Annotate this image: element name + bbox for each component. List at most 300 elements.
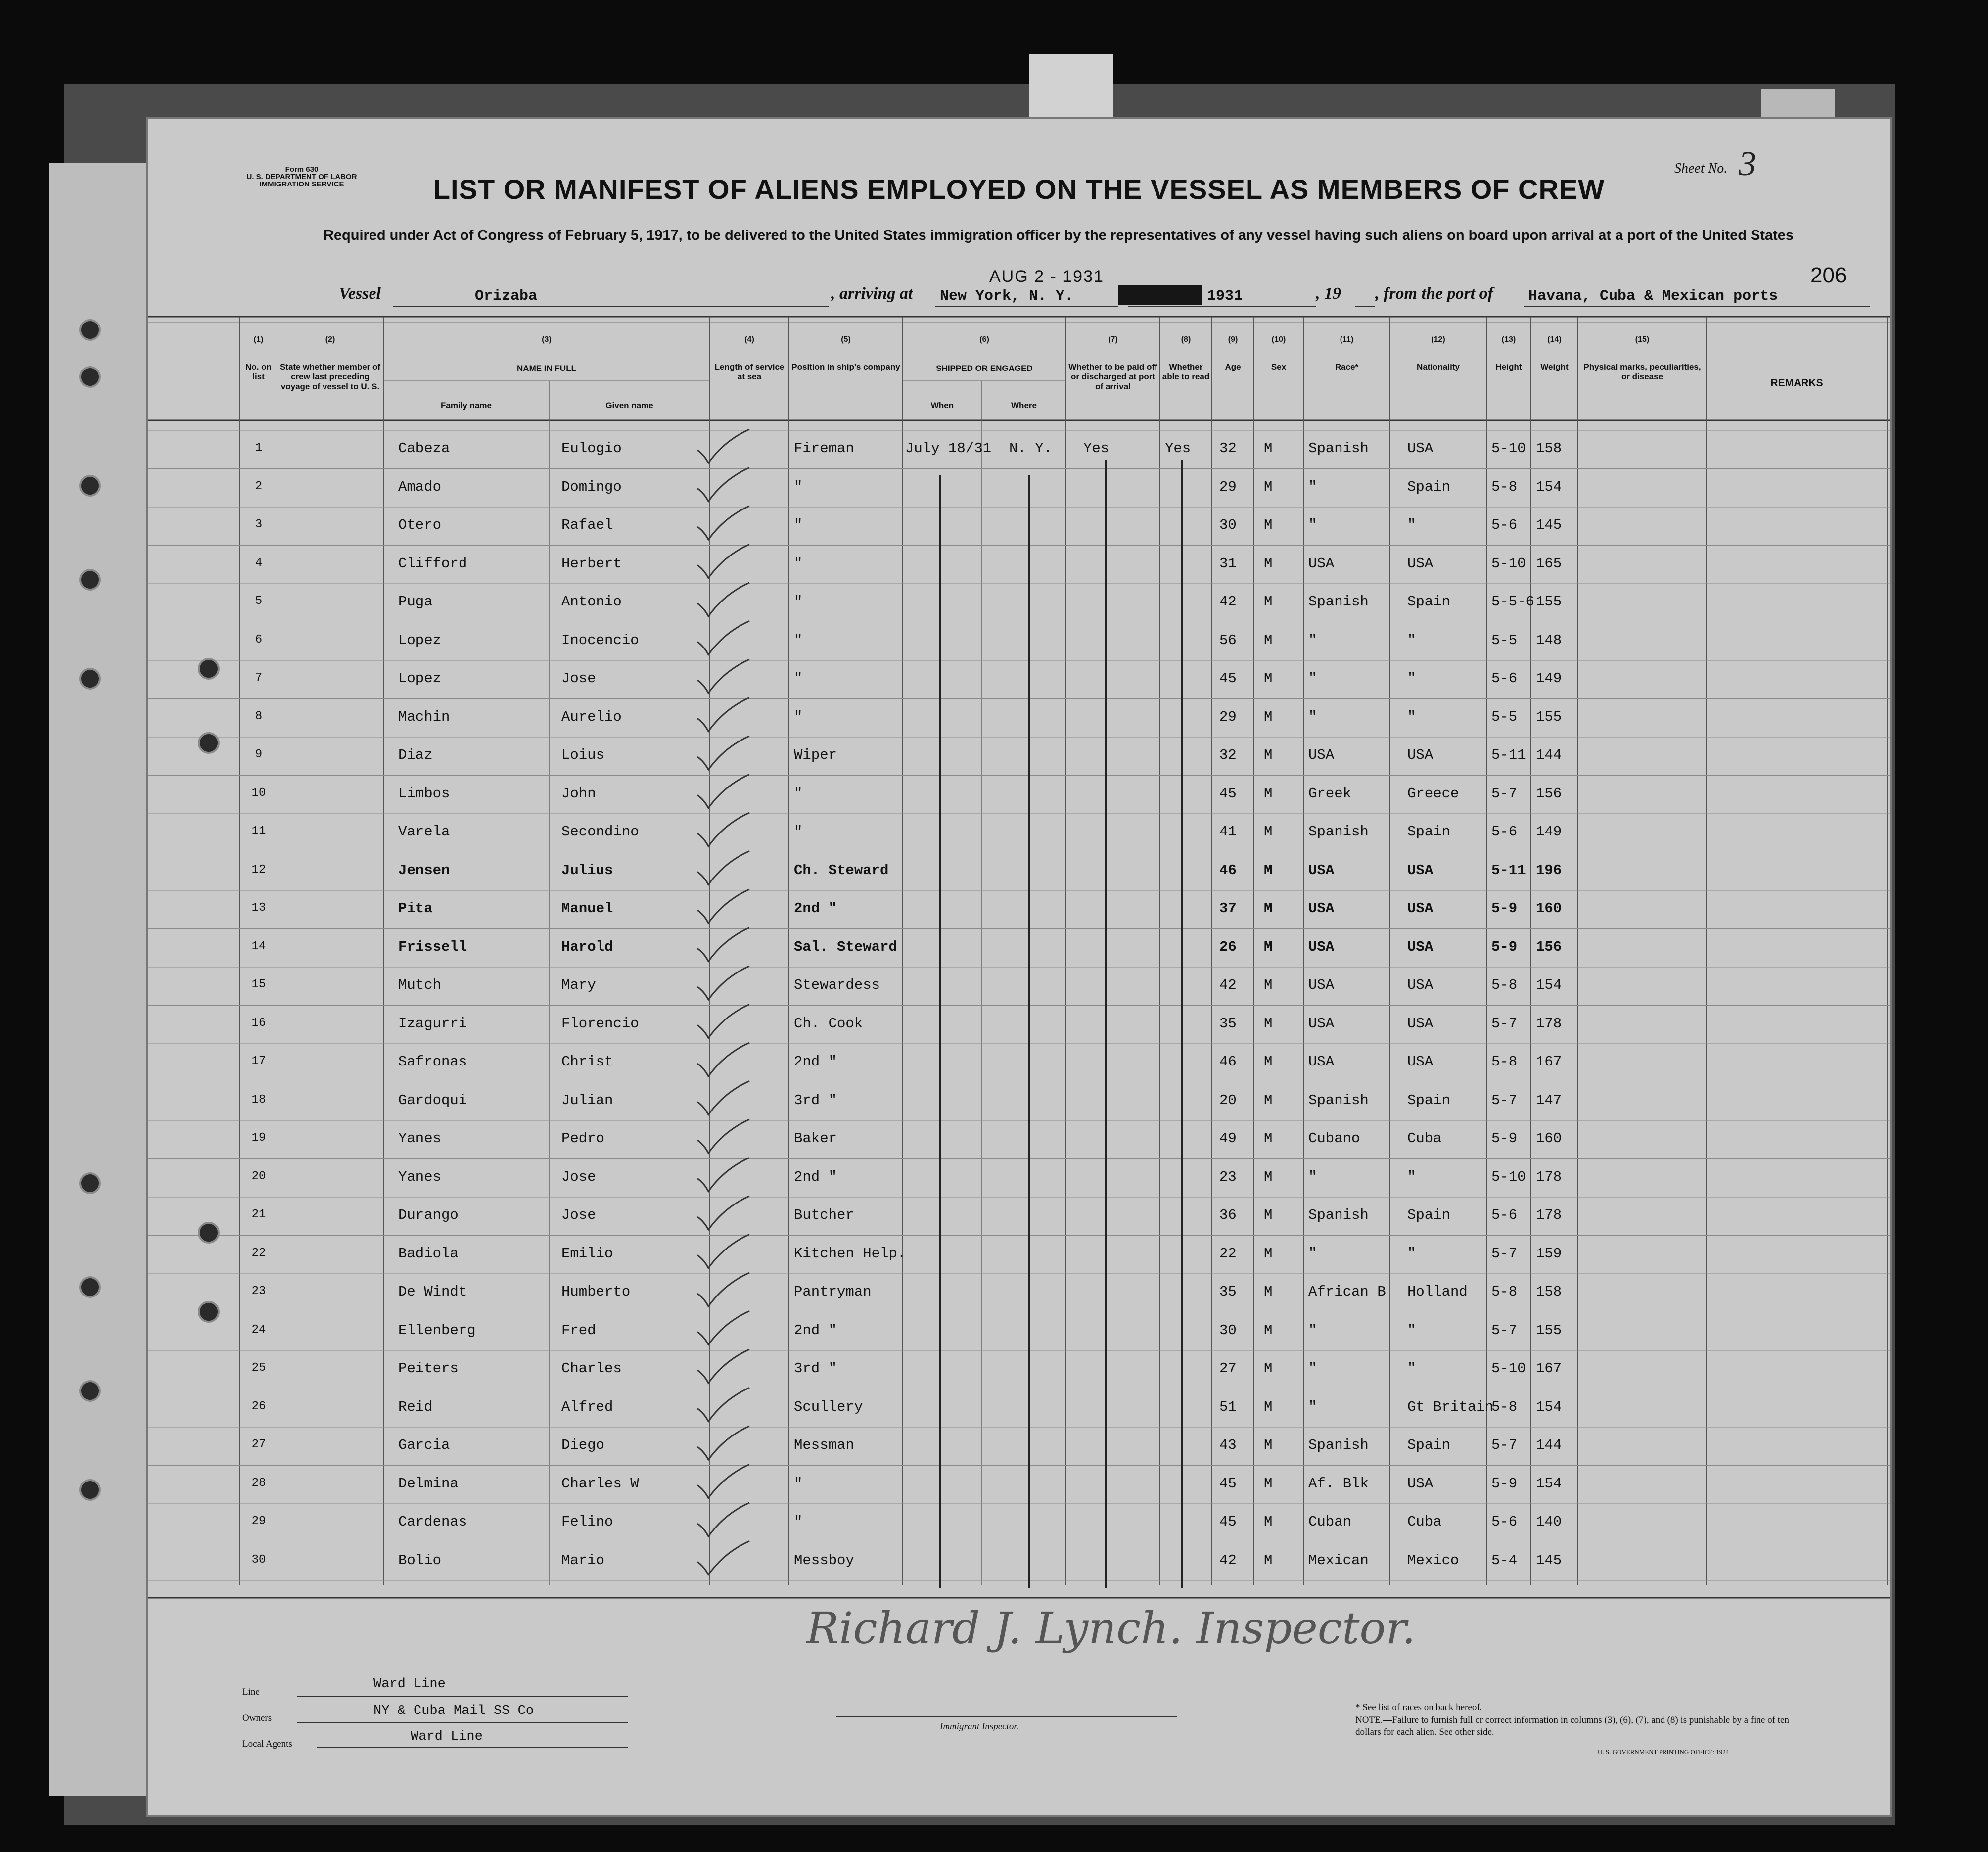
row-number-cell: 19 bbox=[251, 1131, 266, 1145]
weight-cell: 160 bbox=[1536, 900, 1562, 917]
nationality-cell: USA bbox=[1407, 1475, 1433, 1492]
row-number-cell: 22 bbox=[251, 1246, 266, 1260]
binder-hole bbox=[198, 732, 220, 754]
position-cell: " bbox=[794, 1475, 803, 1492]
given-name-cell: Secondino bbox=[561, 824, 639, 840]
height-cell: 5-7 bbox=[1491, 1092, 1518, 1109]
race-cell: Spanish bbox=[1308, 1207, 1369, 1223]
binder-hole bbox=[198, 658, 220, 680]
family-name-cell: Reid bbox=[398, 1398, 433, 1415]
sex-cell: M bbox=[1264, 670, 1273, 687]
age-cell: 35 bbox=[1219, 1284, 1237, 1300]
given-name-cell: Rafael bbox=[561, 517, 613, 533]
check-mark bbox=[697, 1196, 749, 1230]
sex-cell: M bbox=[1264, 517, 1273, 533]
race-cell: USA bbox=[1308, 900, 1335, 917]
weight-cell: 167 bbox=[1536, 1054, 1562, 1070]
age-cell: 45 bbox=[1219, 670, 1237, 687]
given-name-cell: Felino bbox=[561, 1514, 613, 1530]
row-number-cell: 21 bbox=[251, 1208, 266, 1221]
position-cell: 2nd " bbox=[794, 1168, 837, 1185]
family-name-cell: Safronas bbox=[398, 1054, 467, 1070]
check-mark bbox=[697, 659, 749, 693]
given-name-cell: Florencio bbox=[561, 1015, 639, 1032]
nationality-cell: Spain bbox=[1407, 594, 1451, 610]
column-number: (13) bbox=[1501, 335, 1516, 344]
column-number: (1) bbox=[253, 335, 264, 344]
age-cell: 30 bbox=[1219, 1322, 1237, 1339]
family-name-cell: Amado bbox=[398, 478, 442, 495]
row-number-cell: 1 bbox=[255, 441, 263, 455]
given-name-cell: Eulogio bbox=[561, 440, 622, 457]
nationality-cell: USA bbox=[1407, 900, 1433, 917]
column-number: (2) bbox=[325, 335, 335, 344]
weight-cell: 154 bbox=[1536, 1475, 1562, 1492]
weight-cell: 196 bbox=[1536, 862, 1562, 879]
age-cell: 29 bbox=[1219, 478, 1237, 495]
row-number-cell: 27 bbox=[251, 1438, 266, 1451]
race-cell: Spanish bbox=[1308, 1092, 1369, 1109]
sex-cell: M bbox=[1264, 1360, 1273, 1377]
position-cell: Ch. Cook bbox=[794, 1015, 863, 1032]
column-number: (10) bbox=[1271, 335, 1286, 344]
column-number: (12) bbox=[1431, 335, 1445, 344]
age-cell: 42 bbox=[1219, 1552, 1237, 1569]
check-mark bbox=[697, 429, 749, 463]
sheet-number: 3 bbox=[1739, 145, 1756, 183]
sex-cell: M bbox=[1264, 632, 1273, 648]
column-header: Position in ship's company bbox=[791, 362, 900, 371]
race-cell: Spanish bbox=[1308, 594, 1369, 610]
check-mark bbox=[697, 1235, 749, 1268]
row-number-cell: 7 bbox=[255, 671, 263, 685]
sheet-number-label: Sheet No. bbox=[1674, 161, 1728, 176]
check-mark bbox=[697, 1388, 749, 1422]
sex-cell: M bbox=[1264, 1054, 1273, 1070]
height-cell: 5-8 bbox=[1491, 977, 1518, 993]
column-header: Length of service at sea bbox=[714, 362, 785, 381]
age-cell: 42 bbox=[1219, 594, 1237, 610]
vessel-name: Orizaba bbox=[475, 288, 538, 305]
departure-port: Havana, Cuba & Mexican ports bbox=[1528, 288, 1778, 305]
check-mark bbox=[697, 1503, 749, 1536]
sex-cell: M bbox=[1264, 1130, 1273, 1147]
sex-cell: M bbox=[1264, 900, 1273, 917]
weight-cell: 154 bbox=[1536, 977, 1562, 993]
from-port-label: , from the port of bbox=[1375, 284, 1493, 303]
check-mark bbox=[697, 698, 749, 732]
given-name-cell: Julian bbox=[561, 1092, 613, 1109]
position-cell: Messboy bbox=[794, 1552, 854, 1569]
subcolumn-header: When bbox=[930, 401, 954, 410]
sex-cell: M bbox=[1264, 1015, 1273, 1032]
check-mark bbox=[697, 966, 749, 1000]
age-cell: 35 bbox=[1219, 1015, 1237, 1032]
race-cell: " bbox=[1308, 632, 1317, 648]
weight-cell: 154 bbox=[1536, 1398, 1562, 1415]
sex-cell: M bbox=[1264, 1437, 1273, 1453]
weight-cell: 145 bbox=[1536, 517, 1562, 533]
nationality-cell: Spain bbox=[1407, 1092, 1451, 1109]
background-sheet-top bbox=[1029, 54, 1113, 124]
sex-cell: M bbox=[1264, 1092, 1273, 1109]
column-header: Race* bbox=[1335, 362, 1359, 371]
family-name-cell: Durango bbox=[398, 1207, 459, 1223]
given-name-cell: Jose bbox=[561, 1168, 596, 1185]
nationality-cell: USA bbox=[1407, 555, 1433, 572]
given-name-cell: Jose bbox=[561, 670, 596, 687]
binder-hole bbox=[79, 366, 101, 388]
race-cell: " bbox=[1308, 1398, 1317, 1415]
weight-cell: 154 bbox=[1536, 478, 1562, 495]
column-header: Height bbox=[1495, 362, 1522, 371]
arriving-port: New York, N. Y. bbox=[940, 288, 1074, 305]
family-name-cell: Machin bbox=[398, 708, 450, 725]
nationality-cell: Spain bbox=[1407, 478, 1451, 495]
ditto-stroke bbox=[939, 475, 940, 1588]
age-cell: 22 bbox=[1219, 1245, 1237, 1262]
race-cell: " bbox=[1308, 1168, 1317, 1185]
check-mark bbox=[697, 545, 749, 578]
nationality-cell: " bbox=[1407, 517, 1416, 533]
given-name-cell: Fred bbox=[561, 1322, 596, 1339]
binder-hole bbox=[79, 1380, 101, 1402]
family-name-cell: Yanes bbox=[398, 1168, 442, 1185]
check-mark bbox=[697, 1043, 749, 1076]
weight-cell: 160 bbox=[1536, 1130, 1562, 1147]
check-mark bbox=[697, 1119, 749, 1153]
manifest-sheet bbox=[148, 119, 1890, 1815]
sex-cell: M bbox=[1264, 785, 1273, 802]
penalty-note: NOTE.—Failure to furnish full or correct information in columns (3), (6), (7), and (8) is punishable by a fine of ten dollars for each alien. See other side. bbox=[1355, 1715, 1789, 1737]
check-mark bbox=[697, 1311, 749, 1345]
weight-cell: 155 bbox=[1536, 594, 1562, 610]
row-number-cell: 8 bbox=[255, 709, 263, 723]
sex-cell: M bbox=[1264, 1168, 1273, 1185]
sex-cell: M bbox=[1264, 478, 1273, 495]
height-cell: 5-8 bbox=[1491, 1284, 1518, 1300]
line-label: Line bbox=[242, 1687, 260, 1697]
check-mark bbox=[697, 506, 749, 540]
given-name-cell: Mary bbox=[561, 977, 596, 993]
position-cell: " bbox=[794, 594, 803, 610]
position-cell: Butcher bbox=[794, 1207, 854, 1223]
nationality-cell: USA bbox=[1407, 1054, 1433, 1070]
ditto-stroke bbox=[1105, 460, 1106, 1588]
height-cell: 5-10 bbox=[1491, 440, 1526, 457]
position-cell: " bbox=[794, 1514, 803, 1530]
nationality-cell: Greece bbox=[1407, 785, 1459, 802]
row-number-cell: 10 bbox=[251, 786, 266, 800]
family-name-cell: Diaz bbox=[398, 747, 433, 763]
line-value: Ward Line bbox=[373, 1677, 446, 1692]
nationality-cell: " bbox=[1407, 1245, 1416, 1262]
height-cell: 5-7 bbox=[1491, 1245, 1518, 1262]
weight-cell: 178 bbox=[1536, 1015, 1562, 1032]
check-mark bbox=[697, 736, 749, 770]
height-cell: 5-8 bbox=[1491, 478, 1518, 495]
family-name-cell: Jensen bbox=[398, 862, 450, 879]
nationality-cell: " bbox=[1407, 1322, 1416, 1339]
nationality-cell: USA bbox=[1407, 977, 1433, 993]
row-number-cell: 26 bbox=[251, 1399, 266, 1413]
height-cell: 5-9 bbox=[1491, 938, 1518, 955]
age-cell: 51 bbox=[1219, 1398, 1237, 1415]
family-name-cell: Lopez bbox=[398, 632, 442, 648]
sex-cell: M bbox=[1264, 594, 1273, 610]
race-cell: Spanish bbox=[1308, 1437, 1369, 1453]
position-cell: " bbox=[794, 670, 803, 687]
height-cell: 5-10 bbox=[1491, 555, 1526, 572]
sex-cell: M bbox=[1264, 747, 1273, 763]
given-name-cell: Emilio bbox=[561, 1245, 613, 1262]
given-name-cell: Pedro bbox=[561, 1130, 605, 1147]
age-cell: 41 bbox=[1219, 824, 1237, 840]
height-cell: 5-7 bbox=[1491, 1015, 1518, 1032]
family-name-cell: Frissell bbox=[398, 938, 467, 955]
height-cell: 5-6 bbox=[1491, 824, 1518, 840]
position-cell: Ch. Steward bbox=[794, 862, 889, 879]
sex-cell: M bbox=[1264, 977, 1273, 993]
family-name-cell: De Windt bbox=[398, 1284, 467, 1300]
nationality-cell: Cuba bbox=[1407, 1514, 1442, 1530]
inspector-underline bbox=[836, 1715, 1177, 1717]
binder-hole bbox=[79, 319, 101, 341]
row-number-cell: 13 bbox=[251, 901, 266, 915]
family-name-cell: Mutch bbox=[398, 977, 442, 993]
race-cell: " bbox=[1308, 478, 1317, 495]
sex-cell: M bbox=[1264, 1207, 1273, 1223]
nationality-cell: Spain bbox=[1407, 1207, 1451, 1223]
year-label: , 19 bbox=[1316, 284, 1341, 303]
row-number-cell: 3 bbox=[255, 518, 263, 531]
form-number: Form 630 bbox=[285, 165, 319, 174]
column-header: Nationality bbox=[1417, 362, 1460, 371]
page-subtitle: Required under Act of Congress of February 5, 1917, to be delivered to the United States immigration officer by the representatives of any vessel having such aliens on board upon arrival at a port of the United States bbox=[323, 228, 1794, 243]
age-cell: 56 bbox=[1219, 632, 1237, 648]
given-name-cell: Julius bbox=[561, 862, 613, 879]
position-cell: 2nd " bbox=[794, 1054, 837, 1070]
family-name-cell: Varela bbox=[398, 824, 450, 840]
weight-cell: 158 bbox=[1536, 440, 1562, 457]
sex-cell: M bbox=[1264, 1514, 1273, 1530]
position-cell: Fireman bbox=[794, 440, 854, 457]
weight-cell: 178 bbox=[1536, 1168, 1562, 1185]
check-mark bbox=[697, 468, 749, 502]
column-header: Whether to be paid off or discharged at port of arrival bbox=[1068, 362, 1157, 391]
weight-cell: 149 bbox=[1536, 670, 1562, 687]
height-cell: 5-7 bbox=[1491, 1437, 1518, 1453]
position-cell: " bbox=[794, 824, 803, 840]
position-cell: Wiper bbox=[794, 747, 837, 763]
row-number-cell: 28 bbox=[251, 1476, 266, 1490]
row-number-cell: 30 bbox=[251, 1553, 266, 1567]
height-cell: 5-4 bbox=[1491, 1552, 1518, 1569]
race-cell: " bbox=[1308, 1360, 1317, 1377]
family-name-cell: Puga bbox=[398, 594, 433, 610]
family-name-cell: Yanes bbox=[398, 1130, 442, 1147]
nationality-cell: Gt Britain bbox=[1407, 1398, 1494, 1415]
check-mark bbox=[697, 1081, 749, 1115]
race-cell: USA bbox=[1308, 1054, 1335, 1070]
position-cell: " bbox=[794, 555, 803, 572]
given-name-cell: John bbox=[561, 785, 596, 802]
given-name-cell: Herbert bbox=[561, 555, 622, 572]
weight-cell: 149 bbox=[1536, 824, 1562, 840]
nationality-cell: Holland bbox=[1407, 1284, 1468, 1300]
column-number: (6) bbox=[979, 335, 989, 344]
row-number-cell: 29 bbox=[251, 1515, 266, 1528]
binder-hole bbox=[79, 668, 101, 690]
sex-cell: M bbox=[1264, 1475, 1273, 1492]
nationality-cell: Mexico bbox=[1407, 1552, 1459, 1569]
height-cell: 5-9 bbox=[1491, 1475, 1518, 1492]
paid-off-cell: Yes bbox=[1083, 440, 1110, 457]
shipped-where-cell: N. Y. bbox=[1009, 440, 1053, 457]
family-name-cell: Lopez bbox=[398, 670, 442, 687]
family-name-cell: Izagurri bbox=[398, 1015, 467, 1032]
column-number: (4) bbox=[744, 335, 754, 344]
height-cell: 5-5 bbox=[1491, 708, 1518, 725]
column-header: Age bbox=[1225, 362, 1241, 371]
check-mark bbox=[697, 1005, 749, 1038]
sex-cell: M bbox=[1264, 1245, 1273, 1262]
position-cell: " bbox=[794, 478, 803, 495]
subcolumn-header: Family name bbox=[441, 401, 492, 410]
height-cell: 5-6 bbox=[1491, 1514, 1518, 1530]
check-mark bbox=[697, 621, 749, 655]
check-mark bbox=[697, 928, 749, 962]
column-header: Physical marks, peculiarities, or disease bbox=[1583, 362, 1701, 381]
sex-cell: M bbox=[1264, 440, 1273, 457]
weight-cell: 140 bbox=[1536, 1514, 1562, 1530]
check-mark bbox=[697, 1349, 749, 1383]
binder-hole bbox=[79, 1172, 101, 1194]
row-number-cell: 11 bbox=[251, 825, 266, 838]
nationality-cell: USA bbox=[1407, 862, 1433, 879]
vessel-label: Vessel bbox=[339, 284, 381, 303]
row-number-cell: 20 bbox=[251, 1169, 266, 1183]
position-cell: " bbox=[794, 708, 803, 725]
age-cell: 23 bbox=[1219, 1168, 1237, 1185]
subcolumn-header: Given name bbox=[605, 401, 653, 410]
height-cell: 5-7 bbox=[1491, 1322, 1518, 1339]
given-name-cell: Humberto bbox=[561, 1284, 631, 1300]
row-number-cell: 14 bbox=[251, 939, 266, 953]
nationality-cell: " bbox=[1407, 632, 1416, 648]
page-title: LIST OR MANIFEST OF ALIENS EMPLOYED ON THE VESSEL AS MEMBERS OF CREW bbox=[433, 174, 1605, 205]
row-number-cell: 17 bbox=[251, 1055, 266, 1068]
race-cell: Af. Blk bbox=[1308, 1475, 1369, 1492]
age-cell: 45 bbox=[1219, 1514, 1237, 1530]
family-name-cell: Clifford bbox=[398, 555, 467, 572]
row-number-cell: 24 bbox=[251, 1323, 266, 1337]
age-cell: 37 bbox=[1219, 900, 1237, 917]
column-number: (7) bbox=[1108, 335, 1118, 344]
given-name-cell: Manuel bbox=[561, 900, 613, 917]
printer-mark: U. S. GOVERNMENT PRINTING OFFICE: 1924 bbox=[1598, 1748, 1729, 1756]
position-cell: 2nd " bbox=[794, 900, 837, 917]
row-number-cell: 12 bbox=[251, 863, 266, 877]
race-cell: African B bbox=[1308, 1284, 1386, 1300]
position-cell: Stewardess bbox=[794, 977, 880, 993]
agents-value: Ward Line bbox=[411, 1729, 483, 1744]
age-cell: 27 bbox=[1219, 1360, 1237, 1377]
column-number: (9) bbox=[1228, 335, 1238, 344]
age-cell: 45 bbox=[1219, 785, 1237, 802]
nationality-cell: USA bbox=[1407, 440, 1433, 457]
column-header: Sex bbox=[1271, 362, 1287, 371]
binder-hole bbox=[79, 569, 101, 591]
age-cell: 32 bbox=[1219, 440, 1237, 457]
age-cell: 32 bbox=[1219, 747, 1237, 763]
height-cell: 5-5 bbox=[1491, 632, 1518, 648]
column-header: REMARKS bbox=[1770, 377, 1823, 389]
height-cell: 5-10 bbox=[1491, 1360, 1526, 1377]
row-number-cell: 23 bbox=[251, 1285, 266, 1298]
race-cell: Spanish bbox=[1308, 440, 1369, 457]
given-name-cell: Antonio bbox=[561, 594, 622, 610]
weight-cell: 158 bbox=[1536, 1284, 1562, 1300]
age-cell: 46 bbox=[1219, 1054, 1237, 1070]
height-cell: 5-8 bbox=[1491, 1054, 1518, 1070]
service-name: IMMIGRATION SERVICE bbox=[259, 180, 344, 188]
family-name-cell: Gardoqui bbox=[398, 1092, 467, 1109]
age-cell: 29 bbox=[1219, 708, 1237, 725]
weight-cell: 155 bbox=[1536, 1322, 1562, 1339]
races-note: * See list of races on back hereof. bbox=[1355, 1702, 1482, 1713]
given-name-cell: Christ bbox=[561, 1054, 613, 1070]
nationality-cell: USA bbox=[1407, 1015, 1433, 1032]
row-number-cell: 9 bbox=[255, 748, 263, 761]
nationality-cell: " bbox=[1407, 708, 1416, 725]
nationality-cell: Cuba bbox=[1407, 1130, 1442, 1147]
sex-cell: M bbox=[1264, 555, 1273, 572]
column-number: (3) bbox=[542, 335, 552, 344]
position-cell: Pantryman bbox=[794, 1284, 872, 1300]
weight-cell: 178 bbox=[1536, 1207, 1562, 1223]
check-mark bbox=[697, 889, 749, 923]
date-stamp: AUG 2 - 1931 bbox=[989, 267, 1104, 286]
weight-cell: 145 bbox=[1536, 1552, 1562, 1569]
nationality-cell: Spain bbox=[1407, 1437, 1451, 1453]
family-name-cell: Cabeza bbox=[398, 440, 450, 457]
column-header: State whether member of crew last preceding voyage of vessel to U. S. bbox=[279, 362, 381, 391]
given-name-cell: Aurelio bbox=[561, 708, 622, 725]
binder-hole bbox=[198, 1301, 220, 1323]
ditto-stroke bbox=[1182, 460, 1183, 1588]
column-header: Weight bbox=[1540, 362, 1569, 371]
column-number: (5) bbox=[841, 335, 851, 344]
column-header: Whether able to read bbox=[1162, 362, 1210, 381]
height-cell: 5-6 bbox=[1491, 517, 1518, 533]
sex-cell: M bbox=[1264, 1398, 1273, 1415]
column-number: (11) bbox=[1340, 335, 1354, 344]
agents-label: Local Agents bbox=[242, 1739, 292, 1749]
position-cell: Baker bbox=[794, 1130, 837, 1147]
family-name-cell: Garcia bbox=[398, 1437, 450, 1453]
height-cell: 5-11 bbox=[1491, 862, 1526, 879]
check-mark bbox=[697, 1273, 749, 1306]
family-name-cell: Delmina bbox=[398, 1475, 459, 1492]
check-mark bbox=[697, 775, 749, 808]
position-cell: Sal. Steward bbox=[794, 938, 897, 955]
row-number-cell: 2 bbox=[255, 479, 263, 493]
race-cell: Mexican bbox=[1308, 1552, 1369, 1569]
age-cell: 30 bbox=[1219, 517, 1237, 533]
arrival-year: 1931 bbox=[1207, 288, 1243, 305]
race-cell: Cubano bbox=[1308, 1130, 1360, 1147]
